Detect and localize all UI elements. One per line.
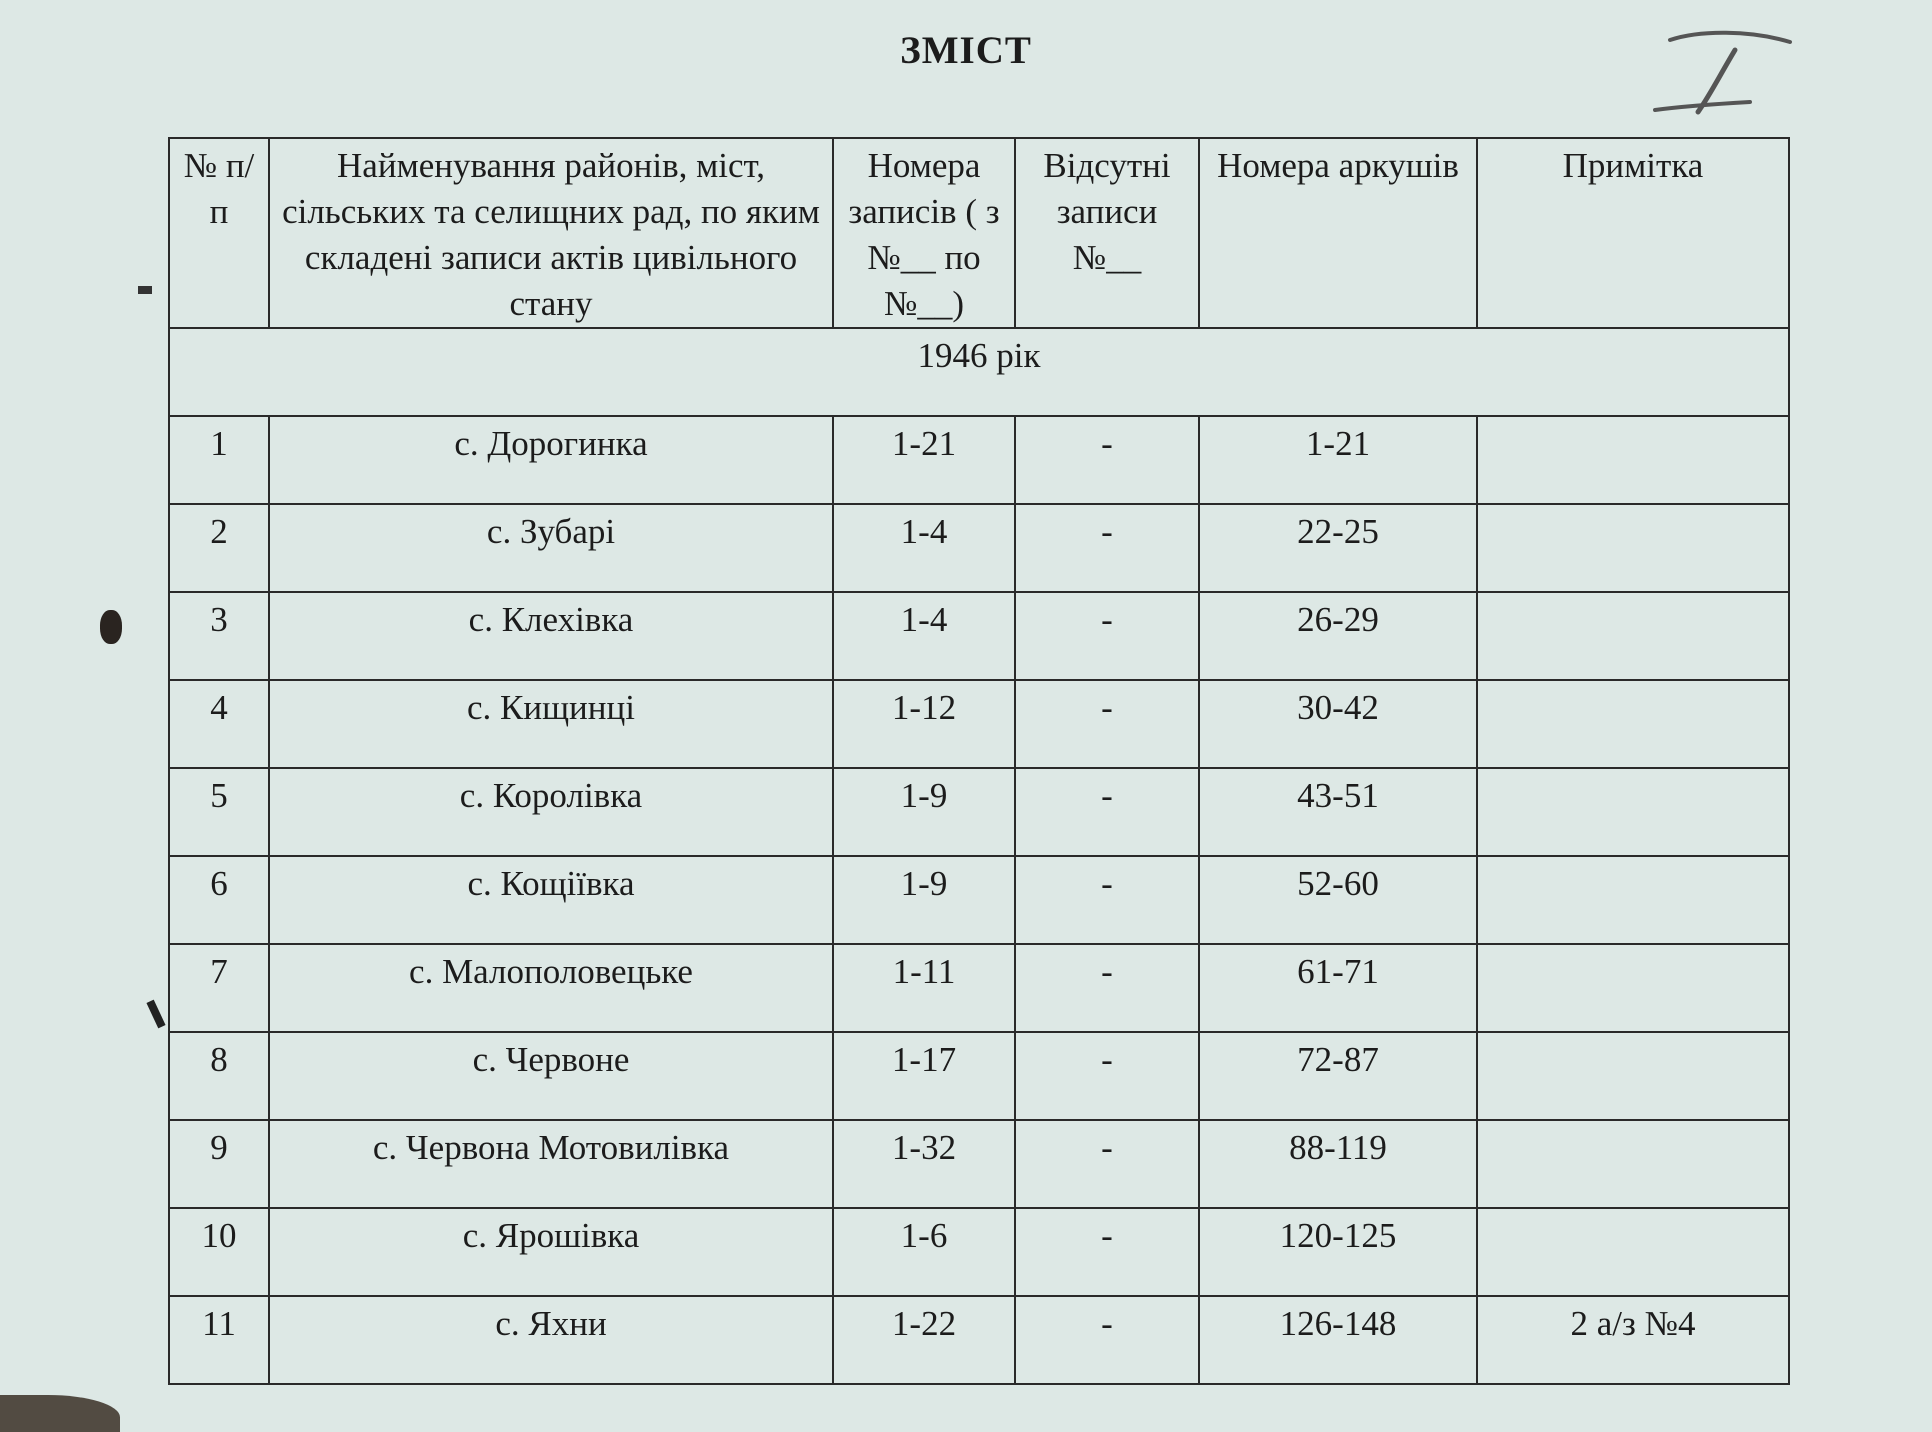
row-note xyxy=(1477,944,1789,1032)
table-row xyxy=(169,680,1789,768)
contents-table xyxy=(168,137,1790,1385)
header-sheet-numbers: Номера аркушів xyxy=(1199,138,1477,328)
row-number: 3 xyxy=(169,592,269,680)
paper-stain xyxy=(100,610,122,644)
row-name: с. Яхни xyxy=(269,1296,833,1384)
year-row xyxy=(169,328,1789,416)
header-record-numbers: Номера записів ( з №__ по №__) xyxy=(833,138,1015,328)
row-sheet-numbers: 88-119 xyxy=(1199,1120,1477,1208)
table-row xyxy=(169,504,1789,592)
paper-stain xyxy=(138,286,152,294)
handwritten-page-mark xyxy=(1640,20,1800,130)
row-sheet-numbers: 61-71 xyxy=(1199,944,1477,1032)
row-number: 9 xyxy=(169,1120,269,1208)
row-name: с. Клехівка xyxy=(269,592,833,680)
row-name: с. Дорогинка xyxy=(269,416,833,504)
paper-stain xyxy=(0,1395,120,1432)
header-missing-records: Відсутні записи №__ xyxy=(1015,138,1199,328)
row-record-numbers: 1-4 xyxy=(833,504,1015,592)
row-missing-records: - xyxy=(1015,1296,1199,1384)
table-row xyxy=(169,1120,1789,1208)
row-missing-records: - xyxy=(1015,416,1199,504)
row-record-numbers: 1-32 xyxy=(833,1120,1015,1208)
row-record-numbers: 1-9 xyxy=(833,768,1015,856)
table-row xyxy=(169,1296,1789,1384)
row-number: 10 xyxy=(169,1208,269,1296)
row-sheet-numbers: 1-21 xyxy=(1199,416,1477,504)
row-record-numbers: 1-21 xyxy=(833,416,1015,504)
row-name: с. Ярошівка xyxy=(269,1208,833,1296)
row-missing-records: - xyxy=(1015,856,1199,944)
row-name: с. Червоне xyxy=(269,1032,833,1120)
year-label: 1946 рік xyxy=(169,328,1789,416)
row-number: 6 xyxy=(169,856,269,944)
row-sheet-numbers: 22-25 xyxy=(1199,504,1477,592)
row-note xyxy=(1477,1120,1789,1208)
row-missing-records: - xyxy=(1015,504,1199,592)
row-name: с. Кощіївка xyxy=(269,856,833,944)
row-sheet-numbers: 30-42 xyxy=(1199,680,1477,768)
row-missing-records: - xyxy=(1015,1032,1199,1120)
row-number: 4 xyxy=(169,680,269,768)
table-row xyxy=(169,856,1789,944)
table-row xyxy=(169,416,1789,504)
table-row xyxy=(169,768,1789,856)
row-missing-records: - xyxy=(1015,1120,1199,1208)
row-number: 7 xyxy=(169,944,269,1032)
row-missing-records: - xyxy=(1015,592,1199,680)
row-number: 1 xyxy=(169,416,269,504)
row-missing-records: - xyxy=(1015,768,1199,856)
row-number: 2 xyxy=(169,504,269,592)
table-header-row xyxy=(169,138,1789,328)
row-note: 2 а/з №4 xyxy=(1477,1296,1789,1384)
header-name: Найменування районів, міст, сільських та селищних рад, по яким складені записи актів цивільного стану xyxy=(269,138,833,328)
row-name: с. Зубарі xyxy=(269,504,833,592)
row-sheet-numbers: 52-60 xyxy=(1199,856,1477,944)
row-record-numbers: 1-22 xyxy=(833,1296,1015,1384)
row-record-numbers: 1-6 xyxy=(833,1208,1015,1296)
row-number: 8 xyxy=(169,1032,269,1120)
table-row xyxy=(169,1208,1789,1296)
row-note xyxy=(1477,856,1789,944)
table-row xyxy=(169,592,1789,680)
row-number: 5 xyxy=(169,768,269,856)
row-name: с. Королівка xyxy=(269,768,833,856)
row-note xyxy=(1477,416,1789,504)
row-sheet-numbers: 43-51 xyxy=(1199,768,1477,856)
row-note xyxy=(1477,768,1789,856)
row-record-numbers: 1-4 xyxy=(833,592,1015,680)
row-record-numbers: 1-9 xyxy=(833,856,1015,944)
row-sheet-numbers: 72-87 xyxy=(1199,1032,1477,1120)
row-number: 11 xyxy=(169,1296,269,1384)
row-sheet-numbers: 126-148 xyxy=(1199,1296,1477,1384)
table-body xyxy=(169,416,1789,1384)
page-title: ЗМІСТ xyxy=(900,29,1032,72)
header-note: Примітка xyxy=(1477,138,1789,328)
row-sheet-numbers: 120-125 xyxy=(1199,1208,1477,1296)
row-note xyxy=(1477,680,1789,768)
paper-stain xyxy=(146,1000,165,1029)
row-missing-records: - xyxy=(1015,1208,1199,1296)
row-record-numbers: 1-11 xyxy=(833,944,1015,1032)
row-note xyxy=(1477,592,1789,680)
row-name: с. Малополовецьке xyxy=(269,944,833,1032)
row-note xyxy=(1477,504,1789,592)
row-missing-records: - xyxy=(1015,944,1199,1032)
row-record-numbers: 1-17 xyxy=(833,1032,1015,1120)
row-record-numbers: 1-12 xyxy=(833,680,1015,768)
row-note xyxy=(1477,1208,1789,1296)
table-row xyxy=(169,944,1789,1032)
table-row xyxy=(169,1032,1789,1120)
row-name: с. Кищинці xyxy=(269,680,833,768)
row-missing-records: - xyxy=(1015,680,1199,768)
header-number: № п/п xyxy=(169,138,269,328)
row-sheet-numbers: 26-29 xyxy=(1199,592,1477,680)
row-name: с. Червона Мотовилівка xyxy=(269,1120,833,1208)
row-note xyxy=(1477,1032,1789,1120)
